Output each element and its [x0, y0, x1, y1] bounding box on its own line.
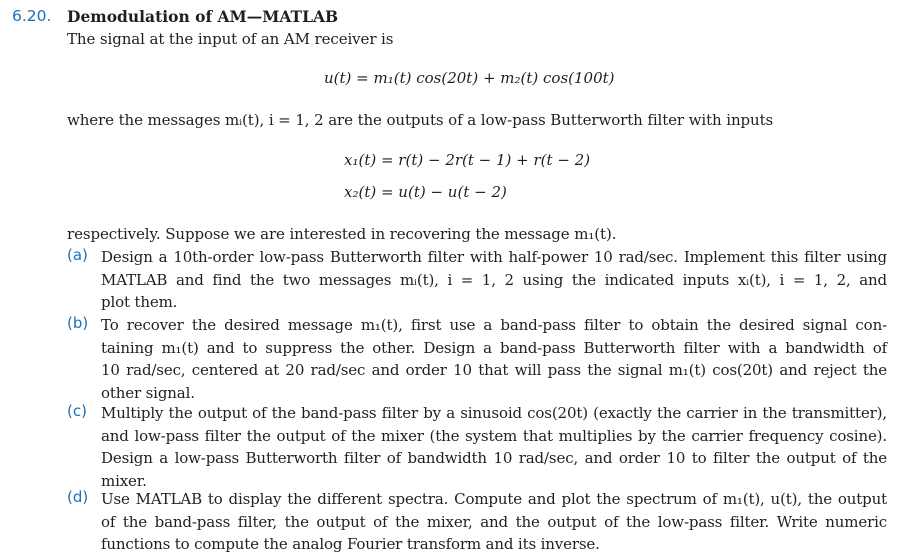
equation-x2: x₂(t) = u(t) − u(t − 2) — [344, 183, 507, 201]
part-a-line: Design a 10th-order low-pass Butterworth filter with half-power 10 rad/sec. Implement this filter using — [101, 248, 887, 266]
part-d-label: (d) — [67, 488, 89, 506]
part-a-label: (a) — [67, 246, 88, 264]
part-c-line: Multiply the output of the band-pass filter by a sinusoid cos(20t) (exactly the carrier in the transmitter), — [101, 404, 887, 422]
part-b-line: other signal. — [101, 383, 195, 402]
part-b-line: To recover the desired message m₁(t), first use a band-pass filter to obtain the desired signal con- — [101, 316, 887, 334]
part-c-line: mixer. — [101, 471, 147, 490]
part-c-line: Design a low-pass Butterworth filter of bandwidth 10 rad/sec, and order 10 to filter the output of the — [101, 449, 887, 467]
part-a-line: plot them. — [101, 293, 178, 311]
part-c-line: and low-pass filter the output of the mixer (the system that multiplies by the carrier frequency cosine). — [101, 426, 887, 445]
respectively-text: respectively. Suppose we are interested in recovering the message m₁(t). — [67, 225, 617, 243]
part-c-label: (c) — [67, 402, 87, 420]
problem-number: 6.20. — [12, 7, 52, 25]
part-d-text — [101, 488, 887, 556]
part-b-line: 10 rad/sec, centered at 20 rad/sec and order 10 that will pass the signal m₁(t) cos(20t) and reject the — [101, 361, 887, 379]
intro-text: The signal at the input of an AM receiver is — [67, 30, 394, 48]
problem-title: Demodulation of AM—MATLAB — [67, 7, 339, 26]
where-text: where the messages mᵢ(t), i = 1, 2 are the outputs of a low-pass Butterworth filter with inputs — [67, 111, 774, 129]
part-b-line: taining m₁(t) and to suppress the other. Design a band-pass Butterworth filter with a bandwidth of — [101, 338, 887, 357]
part-d-line: of the band-pass filter, the output of the mixer, and the output of the low-pass filter. Write numeric — [101, 512, 887, 531]
part-d-line: Use MATLAB to display the different spectra. Compute and plot the spectrum of m₁(t), u(t), the output — [101, 490, 887, 508]
part-c-text — [101, 402, 887, 492]
part-d-line: functions to compute the analog Fourier transform and its inverse. — [101, 535, 600, 553]
part-a-line: MATLAB and find the two messages mᵢ(t), i = 1, 2 using the indicated inputs xᵢ(t), i = 1, 2, and — [101, 270, 887, 289]
part-b-label: (b) — [67, 314, 89, 332]
equation-u: u(t) = m₁(t) cos(20t) + m₂(t) cos(100t) — [324, 69, 615, 87]
part-b-text — [101, 314, 887, 404]
equation-x1: x₁(t) = r(t) − 2r(t − 1) + r(t − 2) — [344, 151, 591, 169]
part-a-text — [101, 246, 887, 314]
